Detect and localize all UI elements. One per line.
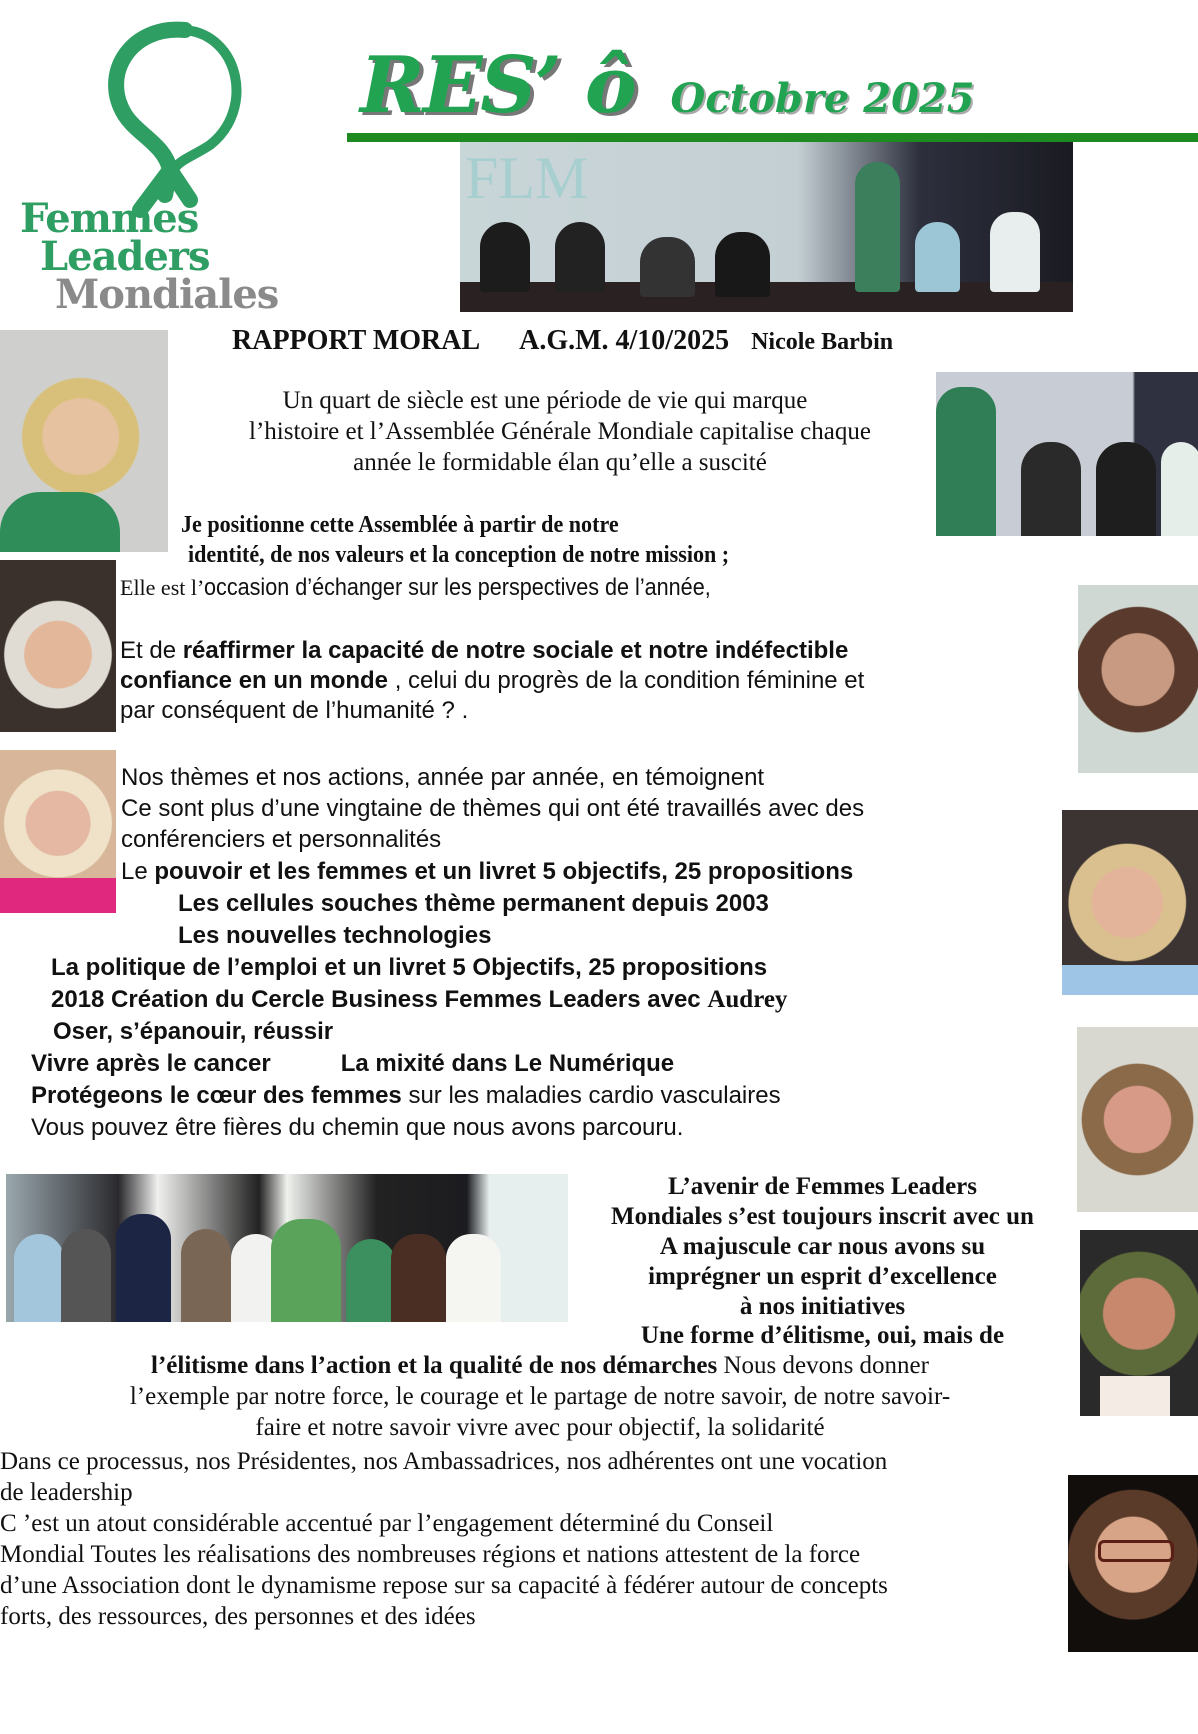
photo-panel-table	[936, 372, 1198, 536]
photo-portrait-speaker	[0, 330, 168, 552]
elitism-line-2: l’élitisme dans l’action et la qualité de nos démarches Nous devons donner	[151, 1352, 929, 1379]
intro-line: Un quart de siècle est une période de vie qui marque	[282, 387, 808, 414]
intro-line: l’histoire et l’Assemblée Générale Mondiale capitalise chaque	[249, 418, 871, 445]
themes-list	[0, 856, 853, 1144]
future-paragraph	[570, 1172, 1075, 1322]
masthead-rule	[347, 133, 1198, 142]
photo-portrait-6	[1077, 1027, 1198, 1212]
theme-item: 2018 Création du Cercle Business Femmes Leaders avec Audrey	[51, 986, 788, 1013]
report-heading	[232, 325, 893, 357]
closing-line: forts, des ressources, des personnes et des idées	[0, 1603, 476, 1630]
theme-item: Le pouvoir et les femmes et un livret 5 objectifs, 25 propositions	[121, 858, 854, 885]
photo-portrait-4	[1078, 585, 1198, 773]
themes-intro-line: Nos thèmes et nos actions, année par année, en témoignent	[121, 764, 765, 791]
themes-intro-line: Ce sont plus d’une vingtaine de thèmes qui ont été travaillés avec des	[121, 795, 865, 822]
photo-portrait-5	[1062, 810, 1198, 995]
logo-line-2: Leaders	[40, 233, 210, 280]
theme-item: Les nouvelles technologies	[178, 922, 492, 949]
closing-line: Mondial Toutes les réalisations des nombreuses régions et nations attestent de la force	[0, 1541, 861, 1568]
closing-paragraph	[0, 1446, 888, 1632]
future-line: à nos initiatives	[739, 1293, 906, 1320]
theme-item: Les cellules souches thème permanent depuis 2003	[178, 890, 769, 917]
report-event-date: A.G.M. 4/10/2025	[519, 325, 730, 356]
themes-intro	[121, 762, 864, 855]
closing-line: C ’est un atout considérable accentué par l’engagement déterminé du Conseil	[0, 1510, 774, 1537]
photo-portrait-audrey	[1068, 1475, 1198, 1652]
future-line: A majuscule car nous avons su	[659, 1233, 986, 1260]
theme-item: Protégeons le cœur des femmes sur les maladies cardio vasculaires	[31, 1082, 781, 1109]
photo-panel-stage	[460, 142, 1073, 312]
theme-item: Vivre après le cancer La mixité dans Le Numérique	[31, 1050, 675, 1077]
masthead-title: RES’ ô	[360, 40, 635, 131]
intro-paragraph	[180, 385, 940, 478]
logo-line-1: Femmes	[20, 195, 199, 242]
closing-line: d’une Association dont le dynamisme repose sur sa capacité à fédérer autour de concepts	[0, 1572, 888, 1599]
theme-item: La politique de l’emploi et un livret 5 Objectifs, 25 propositions	[51, 954, 768, 981]
elitism-line-4: faire et notre savoir vivre avec pour objectif, la solidarité	[255, 1414, 825, 1441]
positioning-line: identité, de nos valeurs et la conception de notre mission ;	[188, 542, 730, 568]
reaffirm-paragraph: Et de réaffirmer la capacité de notre sociale et notre indéfectible confiance en un monde , celui du progrès de la condition féminine et par conséquent de l’humanité ? .	[120, 637, 865, 724]
masthead-issue-date: Octobre 2025	[670, 75, 975, 122]
photo-portrait-2	[0, 560, 116, 732]
intro-line: année le formidable élan qu’elle a suscité	[353, 449, 767, 476]
elitism-line-1: Une forme d’élitisme, oui, mais de	[640, 1322, 1005, 1349]
report-author: Nicole Barbin	[751, 329, 894, 355]
themes-intro-line: conférenciers et personnalités	[121, 826, 442, 853]
logo	[15, 20, 305, 320]
future-line: imprégner un esprit d’excellence	[648, 1263, 997, 1290]
future-line: L’avenir de Femmes Leaders	[668, 1173, 977, 1200]
logo-line-3: Mondiales	[55, 271, 279, 318]
closing-line: de leadership	[0, 1479, 133, 1506]
banner-letters: FLM	[465, 145, 589, 211]
masthead	[360, 40, 975, 131]
logo-symbol-icon	[70, 20, 270, 220]
closing-line: Dans ce processus, nos Présidentes, nos Ambassadrices, nos adhérentes ont une vocation	[0, 1448, 888, 1475]
positioning-line: Je positionne cette Assemblée à partir de notre	[181, 512, 619, 538]
occasion-line: Elle est l’occasion d’échanger sur les perspectives de l’année,	[120, 574, 712, 601]
theme-item: Oser, s’épanouir, réussir	[53, 1018, 334, 1045]
photo-portrait-7	[1080, 1230, 1198, 1416]
future-line: Mondiales s’est toujours inscrit avec un	[611, 1203, 1034, 1230]
elitism-line-3: l’exemple par notre force, le courage et le partage de notre savoir, de notre savoir-	[129, 1383, 951, 1410]
report-title: RAPPORT MORAL	[232, 325, 479, 356]
photo-group-laureates	[6, 1174, 568, 1322]
theme-closing: Vous pouvez être fières du chemin que nous avons parcouru.	[31, 1114, 684, 1141]
